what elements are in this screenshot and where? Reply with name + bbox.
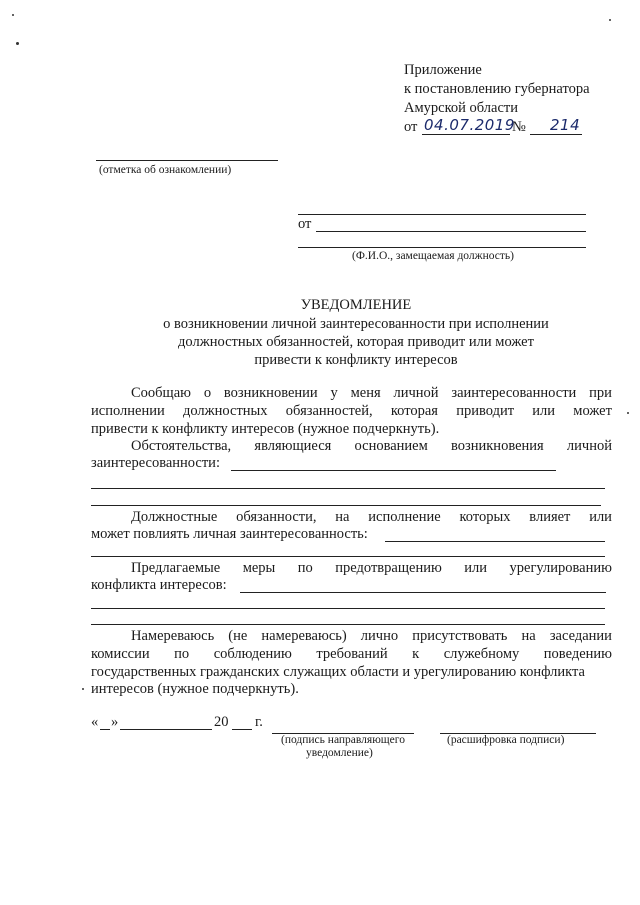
para2-line1 — [131, 438, 612, 455]
word: урегулированию — [509, 560, 612, 576]
word: по — [174, 646, 190, 662]
word: у — [330, 385, 338, 401]
number-underline — [530, 134, 582, 135]
scan-speck — [16, 42, 19, 45]
para1-line2 — [91, 403, 612, 420]
word: комиссии — [91, 646, 150, 662]
para1-line1 — [131, 385, 612, 402]
word: на — [335, 509, 350, 525]
from-name-line — [316, 231, 586, 232]
header-line-2: к постановлению губернатора — [404, 81, 590, 97]
date-underline — [422, 134, 510, 135]
header-date-prefix: от — [404, 119, 418, 135]
word: намереваюсь) — [261, 628, 347, 644]
word: Предлагаемые — [131, 560, 221, 576]
acquaint-caption: (отметка об ознакомлении) — [99, 164, 232, 176]
header-date-handwritten: 04.07.2019 — [424, 116, 515, 134]
word: по — [297, 560, 313, 576]
from-position-line — [298, 247, 586, 248]
word: обязанности, — [236, 509, 317, 525]
word: должностных — [182, 403, 268, 419]
word: лично — [360, 628, 399, 644]
year-blank — [232, 729, 252, 730]
from-caption: (Ф.И.О., замещаемая должность) — [352, 250, 514, 262]
signature-caption-2: уведомление) — [306, 747, 373, 759]
signature-caption-1: (подпись направляющего — [281, 734, 405, 746]
word: основанием — [354, 438, 428, 454]
word: меня — [350, 385, 381, 401]
word: Должностные — [131, 509, 218, 525]
measures-line-2 — [91, 608, 605, 609]
para5-line1 — [131, 628, 612, 645]
acquaint-line — [96, 160, 278, 161]
para3-line2: может повлиять личная заинтересованность: — [91, 526, 368, 542]
word: заинтересованности — [451, 385, 577, 401]
circumstances-line-3 — [91, 505, 601, 506]
para5-line2 — [91, 646, 612, 663]
word: или — [589, 509, 612, 525]
word: возникновении — [223, 385, 318, 401]
word: или — [532, 403, 556, 419]
word: которых — [459, 509, 511, 525]
duties-line-2 — [91, 556, 605, 557]
addressee-line — [298, 214, 586, 215]
document-subtitle-1: о возникновении личной заинтересованности при исполнении — [163, 316, 549, 332]
word: личной — [566, 438, 612, 454]
para4-line2: конфликта интересов: — [91, 577, 227, 593]
word: исполнение — [368, 509, 441, 525]
measures-line-1 — [240, 592, 606, 593]
word: о — [203, 385, 212, 401]
word: меры — [242, 560, 276, 576]
word: возникновения — [451, 438, 544, 454]
word: поведению — [543, 646, 612, 662]
header-line-3: Амурской области — [404, 100, 518, 116]
header-number-handwritten: 214 — [550, 116, 581, 134]
para3-line1 — [131, 509, 612, 526]
word: личной — [393, 385, 439, 401]
word: влияет — [529, 509, 571, 525]
signature-decode-caption: (расшифровка подписи) — [447, 734, 565, 746]
scan-speck — [82, 688, 84, 690]
word: заседании — [549, 628, 612, 644]
word: присутствовать — [412, 628, 508, 644]
word: обязанностей, — [285, 403, 373, 419]
word: предотвращению — [335, 560, 442, 576]
word: Сообщаю — [131, 385, 191, 401]
para5-line4: интересов (нужное подчеркнуть). — [91, 681, 299, 697]
measures-line-3 — [91, 624, 605, 625]
word: или — [464, 560, 488, 576]
word: соблюдению — [213, 646, 292, 662]
para1-line3: привести к конфликту интересов (нужное подчеркнуть). — [91, 421, 440, 437]
document-subtitle-2: должностных обязанностей, которая приводит или может — [178, 334, 534, 350]
scan-speck — [12, 14, 14, 16]
header-number-sign: № — [512, 119, 526, 135]
document-title: УВЕДОМЛЕНИЕ — [300, 297, 412, 313]
word: при — [589, 385, 612, 401]
header-line-1: Приложение — [404, 62, 482, 78]
word: исполнении — [91, 403, 165, 419]
word: Намереваюсь — [131, 628, 215, 644]
word: являющиеся — [254, 438, 332, 454]
year-suffix: г. — [255, 714, 263, 730]
word: которая — [390, 403, 438, 419]
word: приводит — [456, 403, 515, 419]
scan-speck — [627, 412, 629, 414]
circumstances-line-2 — [91, 488, 605, 489]
duties-line-1 — [385, 541, 605, 542]
word: на — [521, 628, 536, 644]
day-blank — [100, 729, 110, 730]
word: может — [573, 403, 612, 419]
scan-speck — [609, 19, 611, 21]
word: (не — [228, 628, 248, 644]
month-blank — [120, 729, 212, 730]
word: служебному — [443, 646, 520, 662]
from-prefix: от — [298, 216, 312, 232]
para2-line2: заинтересованности: — [91, 455, 220, 471]
date-close-quote: » — [111, 714, 119, 730]
year-prefix: 20 — [214, 714, 229, 730]
document-subtitle-3: привести к конфликту интересов — [254, 352, 458, 368]
word: Обстоятельства, — [131, 438, 232, 454]
word: к — [412, 646, 420, 662]
para4-line1 — [131, 560, 612, 577]
word: требований — [316, 646, 388, 662]
para5-line3: государственных гражданских служащих области и урегулированию конфликта — [91, 664, 585, 680]
circumstances-line-1 — [231, 470, 556, 471]
date-open-quote: « — [91, 714, 99, 730]
